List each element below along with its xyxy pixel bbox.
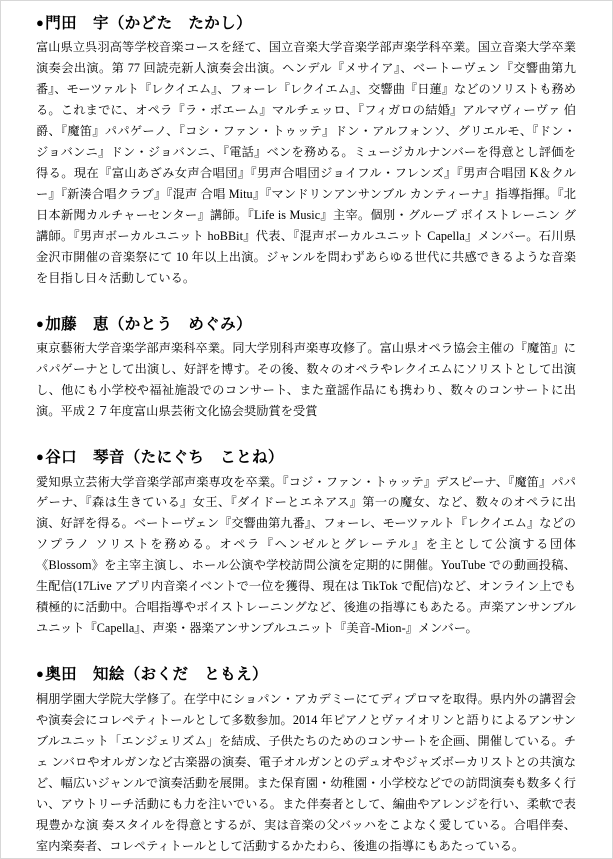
bullet-icon: ● <box>36 449 45 465</box>
profile-entry <box>36 12 576 289</box>
profile-bio-text: 東京藝術大学音楽学部声楽科卒業。同大学別科声楽専攻修了。富山県オペラ協会主催の『魔笛』に パパゲーナとして出演し、好評を博す。その後、数々のオペラやレクイエムにソリストとして出演 し、他にも小学校や福祉施設でのコンサート、また童謡作品にも携わり、数々のコンサートに出 演。平成２７年度富山県芸術文化協会奨励賞を受賞 <box>36 341 576 419</box>
profile-entry <box>36 446 576 639</box>
profile-bio-text: 富山県立呉羽高等学校音楽コースを経て、国立音楽大学音楽学部声楽学科卒業。国立音楽大学卒業演奏会出演。第 77 回読売新人演奏会出演。ヘンデル『メサイア』、ベートーヴェン『交響曲第九番』、モーツァルト『レクイエム』、フォーレ『レクイエム』、交響曲『日蓮』などのソリストも務める。これまでに、オペラ『ラ・ボエーム』マルチェッロ、『フィガロの結婚』アルマヴィーヴァ 伯爵、『魔笛』パパゲーノ、『コシ・ファン・トゥッテ』ドン・アルフォンソ、グリエルモ、『ドン・ジョバンニ』ドン・ジョバンニ、『電話』ベンを務める。ミュージカルナンバーを得意とし評価を得る。現在『富山あざみ女声合唱団』『男声合唱団ジョイフル・フレンズ』『男声合唱団 K＆クルー』『新湊合唱クラブ』『混声 合唱 Mitu』『マンドリンアンサンブル カンティーナ』指導指揮。『北日本新聞カルチャーセンター』講師。『Life is Music』主宰。個別・グループ ボイストレーニン グ講師。『男声ボーカルユニット hoBBit』代表、『混声ボーカルユニット Capella』メンバー。石川県金沢市開催の音楽祭にて 10 年以上出演。ジャンルを問わずあらゆる世代に共感できるような音楽を目指し日々活動している。 <box>36 40 576 286</box>
profile-bio-text: 桐朋学園大学院大学修了。在学中にショパン・アカデミーにてディプロマを取得。県内外の講習会 や演奏会にコレペティトールとして多数参加。2014 年ピアノとヴァイオリンと語りによるアンサン ブルユニット「エンジェリズム」を結成、子供たちのためのコンサートを企画、開催している。チェ ンバロやオルガンなど古楽器の演奏、電子オルガンとのデュオやジャズボーカリストとの共演な ど、幅広いジャンルで演奏活動を展開。また保育園・幼稚園・小学校などでの訪問演奏も数多く行 い、アウトリーチ活動にも力を注いでいる。また伴奏者として、編曲やアレンジを行い、柔軟で表現豊かな演 奏スタイルを得意とするが、実は音楽の父バッハをこよなく愛している。合唱伴奏、室内楽奏者、コレペティトールとして活動するかたわら、後進の指導にもあたっている。 <box>36 691 576 853</box>
profile-name-kanji: 谷口 琴音 <box>45 449 125 467</box>
profile-entry <box>36 313 576 422</box>
profile-name-heading <box>36 663 576 686</box>
bullet-icon: ● <box>36 316 45 332</box>
profile-name-kanji: 奥田 知絵 <box>45 666 125 684</box>
profile-name-kanji: 加藤 恵 <box>45 316 109 334</box>
profile-name-heading <box>36 12 576 35</box>
entry-spacer <box>36 302 576 313</box>
profile-bio-text: 愛知県立芸術大学音楽学部声楽専攻を卒業。『コジ・ファン・トゥッテ』デスピーナ、『魔笛』パパゲーナ、『森は生きている』女王、『ダイドーとエネアス』第一の魔女、など、数々のオペラに出演、好評を得る。ベートーヴェン『交響曲第九番』、フォーレ、モーツァルト『レクイエム』などのソプラノ ソリストを務める。オペラ『ヘンゼルとグレーテル』を主として公演する団体《Blossom》を主宰主演し、ホール公演や学校訪問公演を定期的に開催。YouTube での動画投稿、生配信(17Live アプリ内音楽イベントで一位を獲得、現在は TikTok で配信)など、オンライン上でも積極的に活動中。合唱指導やボイストレーニングなど、後進の指導にもあたる。声楽アンサンブルユニット『Capella』、声楽・器楽アンサンブルユニット『美音-Mion-』メンバー。 <box>36 474 576 636</box>
bullet-icon: ● <box>36 666 45 682</box>
profile-name-kana: （おくだ ともえ） <box>124 666 268 684</box>
entry-spacer <box>36 652 576 663</box>
profile-name-heading <box>36 446 576 469</box>
bullet-icon: ● <box>36 15 45 30</box>
profile-name-kanji: 門田 宇 <box>45 15 109 32</box>
profile-name-heading <box>36 313 576 336</box>
entry-spacer <box>36 435 576 446</box>
profile-entry <box>36 663 576 856</box>
profile-name-kana: （たにぐち ことね） <box>124 449 284 467</box>
profile-name-kana: （かとう めぐみ） <box>108 316 252 334</box>
profile-name-kana: （かどた たかし） <box>108 15 252 32</box>
document-content <box>36 12 576 859</box>
